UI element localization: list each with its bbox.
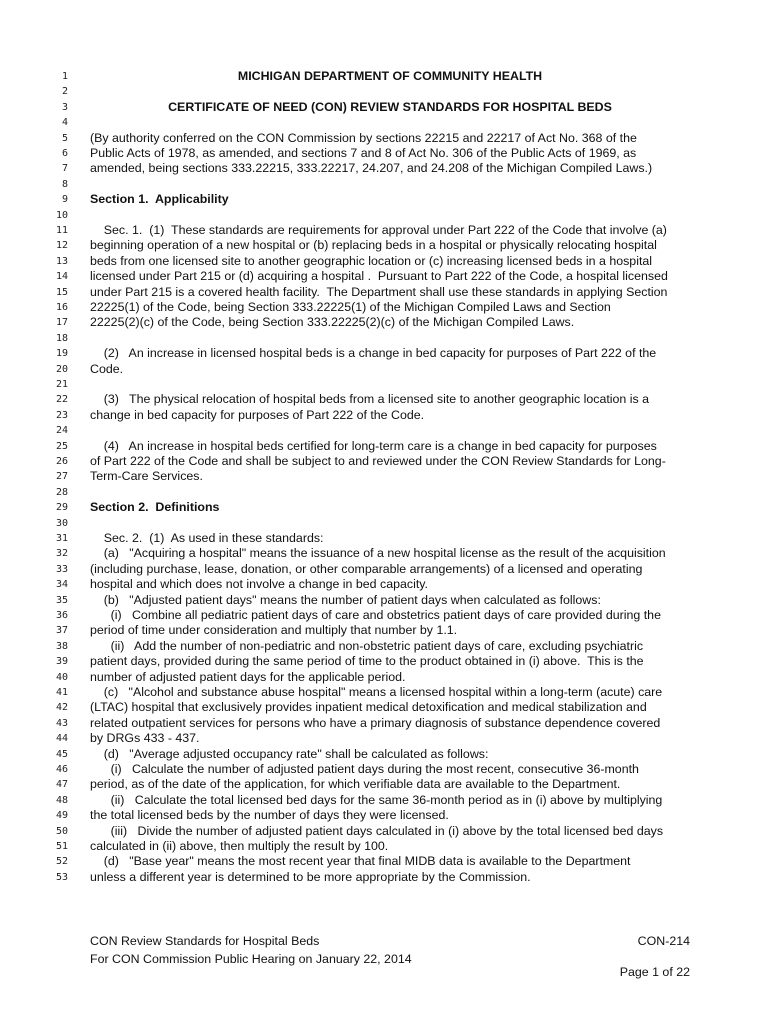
line-text: change in bed capacity for purposes of Part 222 of the Code. bbox=[90, 407, 425, 422]
document-line bbox=[0, 285, 770, 300]
line-number: 34 bbox=[55, 579, 68, 591]
line-text: beds from one licensed site to another geographic location or (c) increasing licensed beds in a hospital bbox=[90, 253, 653, 268]
line-text: (ii) Add the number of non-pediatric and non-obstetric patient days of care, excluding psychiatric bbox=[90, 638, 644, 653]
document-line bbox=[0, 700, 770, 715]
line-text: (LTAC) hospital that exclusively provides inpatient medical detoxification and medical stabilization and bbox=[90, 700, 647, 715]
line-text: Sec. 2. (1) As used in these standards: bbox=[90, 531, 324, 545]
line-text: Term-Care Services. bbox=[90, 469, 203, 484]
line-number: 18 bbox=[55, 332, 68, 344]
document-line bbox=[0, 685, 770, 700]
line-number: 27 bbox=[55, 471, 68, 483]
line-text: beginning operation of a new hospital or (b) replacing beds in a hospital or physically relocating hospital bbox=[90, 238, 657, 253]
line-number: 45 bbox=[55, 748, 68, 760]
document-line bbox=[0, 423, 770, 438]
document-line bbox=[0, 131, 770, 146]
line-text: (including purchase, lease, donation, or other comparable arrangements) of a licensed and operating bbox=[90, 561, 643, 576]
line-text: period, as of the date of the application, for which verifiable data are available to the Department. bbox=[90, 777, 621, 792]
line-text: Public Acts of 1978, as amended, and sections 7 and 8 of Act No. 306 of the Public Acts of 1969, as bbox=[90, 146, 637, 160]
line-text: (i) Combine all pediatric patient days of care and obstetrics patient days of care provided during the bbox=[90, 608, 661, 622]
line-number: 38 bbox=[55, 640, 68, 652]
line-number: 3 bbox=[61, 101, 68, 113]
document-line bbox=[0, 670, 770, 685]
document-line bbox=[0, 562, 770, 577]
document-line bbox=[0, 854, 770, 869]
document-line bbox=[0, 593, 770, 608]
line-text: the total licensed beds by the number of days they were licensed. bbox=[90, 808, 449, 823]
document-line bbox=[0, 100, 770, 115]
document-line bbox=[0, 161, 770, 176]
document-line bbox=[0, 469, 770, 484]
line-number: 15 bbox=[55, 286, 68, 298]
line-number: 32 bbox=[55, 548, 68, 560]
line-number: 22 bbox=[55, 394, 68, 406]
line-text: (ii) Calculate the total licensed bed days for the same 36-month period as in (i) above by multiplying bbox=[90, 792, 663, 807]
line-number: 37 bbox=[55, 625, 68, 637]
document-line bbox=[0, 392, 770, 407]
line-text: (iii) Divide the number of adjusted patient days calculated in (i) above by the total licensed bed days bbox=[90, 823, 664, 838]
document-line bbox=[0, 254, 770, 269]
document-line bbox=[0, 362, 770, 377]
line-text: Sec. 1. (1) These standards are requirements for approval under Part 222 of the Code that involve (a) bbox=[90, 223, 667, 237]
document-line bbox=[0, 839, 770, 854]
line-text: (i) Calculate the number of adjusted patient days during the most recent, consecutive 36-month bbox=[90, 762, 639, 776]
document-line bbox=[0, 546, 770, 561]
document-line bbox=[0, 177, 770, 192]
document-line bbox=[0, 531, 770, 546]
line-text: (d) "Average adjusted occupancy rate" shall be calculated as follows: bbox=[90, 746, 489, 761]
line-text: (4) An increase in hospital beds certified for long-term care is a change in bed capacity for purposes bbox=[90, 438, 657, 453]
document-line bbox=[0, 146, 770, 161]
document-line bbox=[0, 69, 770, 84]
line-number: 9 bbox=[61, 194, 68, 206]
line-number: 26 bbox=[55, 456, 68, 467]
line-number: 11 bbox=[55, 225, 68, 236]
heading-text: CERTIFICATE OF NEED (CON) REVIEW STANDARDS FOR HOSPITAL BEDS bbox=[168, 99, 612, 114]
line-number: 29 bbox=[55, 502, 68, 514]
document-line bbox=[0, 115, 770, 130]
line-text: hospital and which does not involve a change in bed capacity. bbox=[90, 577, 428, 592]
document-line bbox=[0, 870, 770, 885]
document-line bbox=[0, 731, 770, 746]
line-text: (d) "Base year" means the most recent year that final MIDB data is available to the Department bbox=[90, 854, 631, 869]
line-number: 52 bbox=[55, 856, 68, 868]
line-number: 16 bbox=[55, 302, 68, 313]
document-line bbox=[0, 454, 770, 469]
document-line bbox=[0, 192, 770, 207]
document-line bbox=[0, 223, 770, 238]
line-number: 21 bbox=[55, 379, 68, 390]
document-line bbox=[0, 623, 770, 638]
heading-text: Section 2. Definitions bbox=[90, 500, 220, 515]
document-line bbox=[0, 654, 770, 669]
line-number: 12 bbox=[55, 240, 68, 252]
document-line bbox=[0, 84, 770, 99]
document-line bbox=[0, 346, 770, 361]
heading-text: MICHIGAN DEPARTMENT OF COMMUNITY HEALTH bbox=[237, 69, 543, 83]
document-line bbox=[0, 439, 770, 454]
line-text: unless a different year is determined to be more appropriate by the Commission. bbox=[90, 869, 531, 884]
line-number: 36 bbox=[55, 610, 68, 621]
document-line bbox=[0, 485, 770, 500]
line-text: (By authority conferred on the CON Commission by sections 22215 and 22217 of Act No. 368 of the bbox=[90, 130, 637, 145]
document-line bbox=[0, 716, 770, 731]
line-number: 40 bbox=[55, 671, 68, 683]
line-number: 48 bbox=[55, 794, 68, 806]
line-number: 13 bbox=[55, 255, 68, 267]
line-number: 20 bbox=[55, 363, 68, 375]
line-text: (a) "Acquiring a hospital" means the issuance of a new hospital license as the result of the acquisition bbox=[90, 546, 666, 561]
line-number: 51 bbox=[55, 841, 68, 852]
line-number: 35 bbox=[55, 594, 68, 606]
line-text: calculated in (ii) above, then multiply the result by 100. bbox=[90, 839, 389, 853]
line-number: 24 bbox=[55, 425, 68, 437]
line-text: (c) "Alcohol and substance abuse hospital" means a licensed hospital within a long-term (acute) care bbox=[90, 685, 663, 699]
line-number: 6 bbox=[61, 148, 68, 159]
document-line bbox=[0, 577, 770, 592]
line-number: 46 bbox=[55, 764, 68, 775]
footer-left-line1: CON Review Standards for Hospital Beds bbox=[90, 934, 320, 948]
document-line bbox=[0, 269, 770, 284]
document-line bbox=[0, 500, 770, 515]
line-text: number of adjusted patient days for the applicable period. bbox=[90, 669, 406, 684]
line-text: related outpatient services for persons who have a primary diagnosis of substance dependence covered bbox=[90, 715, 661, 730]
document-line bbox=[0, 747, 770, 762]
line-number: 42 bbox=[55, 702, 68, 714]
line-number: 47 bbox=[55, 779, 68, 791]
footer-doc-code: CON-214 bbox=[637, 934, 690, 948]
line-number: 25 bbox=[55, 440, 68, 452]
line-text: by DRGs 433 - 437. bbox=[90, 731, 200, 746]
line-number: 8 bbox=[61, 178, 68, 190]
document-line bbox=[0, 516, 770, 531]
line-text: (3) The physical relocation of hospital beds from a licensed site to another geographic location is a bbox=[90, 392, 650, 407]
document-line bbox=[0, 762, 770, 777]
line-text: amended, being sections 333.22215, 333.22217, 24.207, and 24.208 of the Michigan Compiled Laws.) bbox=[90, 161, 653, 176]
line-number: 30 bbox=[55, 517, 68, 529]
line-number: 33 bbox=[55, 563, 68, 575]
document-line bbox=[0, 808, 770, 823]
line-number: 14 bbox=[55, 271, 68, 283]
line-number: 17 bbox=[55, 317, 68, 329]
document-line bbox=[0, 208, 770, 223]
line-number: 50 bbox=[55, 825, 68, 837]
heading-text: Section 1. Applicability bbox=[90, 192, 229, 207]
line-text: (b) "Adjusted patient days" means the number of patient days when calculated as follows: bbox=[90, 592, 601, 607]
line-number: 23 bbox=[55, 409, 68, 421]
page-number: Page 1 of 22 bbox=[619, 965, 690, 979]
line-text: patient days, provided during the same period of time to the product obtained in (i) above. This is the bbox=[90, 654, 644, 669]
document-line bbox=[0, 331, 770, 346]
document-line bbox=[0, 377, 770, 392]
line-number: 49 bbox=[55, 810, 68, 822]
document-line bbox=[0, 608, 770, 623]
line-number: 2 bbox=[61, 86, 68, 98]
line-text: Code. bbox=[90, 361, 124, 376]
line-number: 41 bbox=[55, 687, 68, 698]
line-number: 31 bbox=[55, 533, 68, 544]
document-line bbox=[0, 408, 770, 423]
document-line bbox=[0, 238, 770, 253]
document-line bbox=[0, 300, 770, 315]
document-line bbox=[0, 793, 770, 808]
line-number: 5 bbox=[61, 132, 68, 144]
line-number: 53 bbox=[55, 871, 68, 883]
line-number: 44 bbox=[55, 733, 68, 745]
document-line bbox=[0, 315, 770, 330]
line-text: period of time under consideration and multiply that number by 1.1. bbox=[90, 623, 458, 638]
line-number: 43 bbox=[55, 717, 68, 729]
line-text: of Part 222 of the Code and shall be subject to and reviewed under the CON Review Standards for Long- bbox=[90, 454, 666, 468]
line-number: 1 bbox=[61, 71, 68, 82]
line-number: 19 bbox=[55, 348, 68, 360]
document-line bbox=[0, 824, 770, 839]
line-number: 28 bbox=[55, 486, 68, 498]
line-text: (2) An increase in licensed hospital beds is a change in bed capacity for purposes of Part 222 of the bbox=[90, 346, 657, 361]
line-text: 22225(2)(c) of the Code, being Section 333.22225(2)(c) of the Michigan Compiled Laws. bbox=[90, 315, 575, 330]
line-text: 22225(1) of the Code, being Section 333.22225(1) of the Michigan Compiled Laws and Section bbox=[90, 300, 611, 314]
line-number: 39 bbox=[55, 656, 68, 668]
footer-left-line2: For CON Commission Public Hearing on January 22, 2014 bbox=[90, 952, 412, 966]
line-number: 10 bbox=[55, 209, 68, 221]
line-number: 4 bbox=[61, 117, 68, 129]
line-text: licensed under Part 215 or (d) acquiring a hospital . Pursuant to Part 222 of the Code, a hospital licensed bbox=[90, 269, 668, 284]
document-line bbox=[0, 639, 770, 654]
document-line bbox=[0, 777, 770, 792]
line-number: 7 bbox=[61, 163, 68, 175]
line-text: under Part 215 is a covered health facility. The Department shall use these standards in applying Section bbox=[90, 284, 668, 299]
